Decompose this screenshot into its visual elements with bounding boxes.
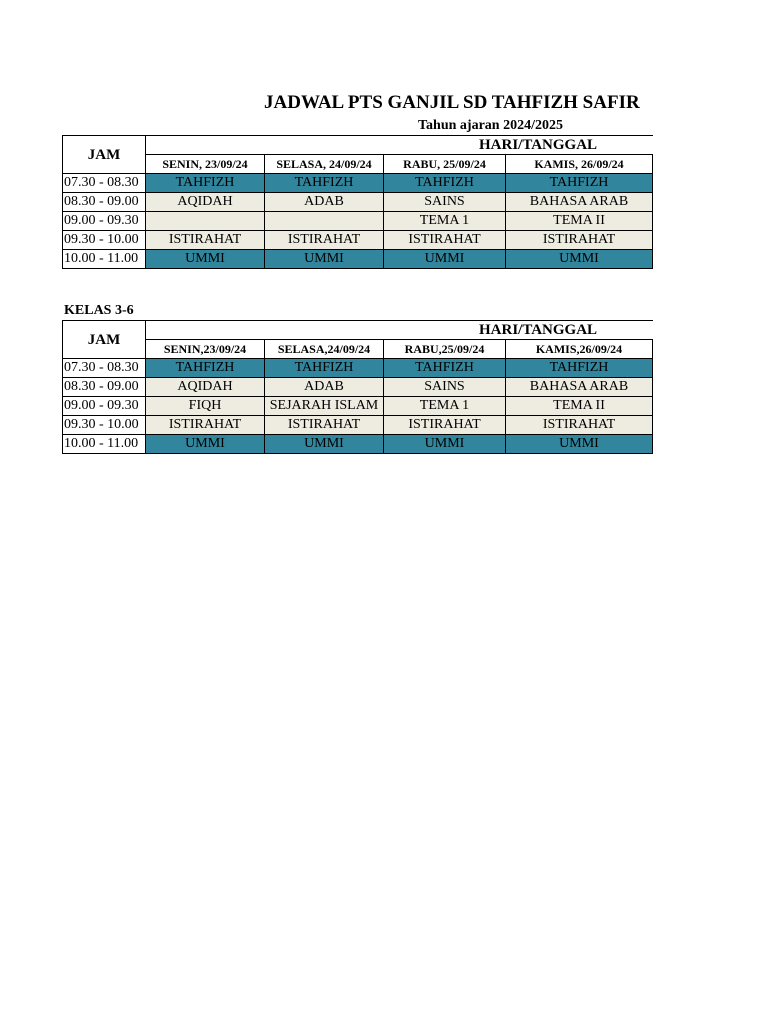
day-header: SELASA, 24/09/24 [265,155,384,174]
table-row [63,378,653,397]
subject-cell [265,212,384,231]
hari-tanggal-header: HARI/TANGGAL [146,321,653,340]
jam-header: JAM [63,321,146,359]
page-subtitle: Tahun ajaran 2024/2025 [418,118,563,133]
table-row [63,231,653,250]
subject-cell: FIQH [146,397,265,416]
subject-cell: TEMA II [506,212,653,231]
jam-header: JAM [63,136,146,174]
day-header: KAMIS, 26/09/24 [506,155,653,174]
subject-cell: ISTIRAHAT [506,416,653,435]
subject-cell: UMMI [146,435,265,454]
subject-cell: ADAB [265,193,384,212]
subject-cell: UMMI [506,250,653,269]
subject-cell: UMMI [384,250,506,269]
hari-tanggal-header: HARI/TANGGAL [146,136,653,155]
time-cell: 10.00 - 11.00 [63,435,146,454]
subject-cell: TEMA 1 [384,212,506,231]
day-header: KAMIS,26/09/24 [506,340,653,359]
time-cell: 09.30 - 10.00 [63,416,146,435]
time-cell: 09.30 - 10.00 [63,231,146,250]
time-cell: 07.30 - 08.30 [63,174,146,193]
time-cell: 08.30 - 09.00 [63,378,146,397]
subject-cell [146,212,265,231]
table-row [63,397,653,416]
subject-cell: TAHFIZH [146,174,265,193]
subject-cell: TAHFIZH [506,174,653,193]
subject-cell: ISTIRAHAT [146,231,265,250]
day-header: SELASA,24/09/24 [265,340,384,359]
time-cell: 07.30 - 08.30 [63,359,146,378]
subject-cell: BAHASA ARAB [506,378,653,397]
table-row [63,359,653,378]
subject-cell: UMMI [146,250,265,269]
time-cell: 08.30 - 09.00 [63,193,146,212]
subject-cell: UMMI [265,435,384,454]
subject-cell: TEMA II [506,397,653,416]
subject-cell: ISTIRAHAT [265,416,384,435]
page-title: JADWAL PTS GANJIL SD TAHFIZH SAFIR [264,92,640,113]
subject-cell: ISTIRAHAT [265,231,384,250]
schedule-table-2 [62,320,653,454]
day-header: SENIN, 23/09/24 [146,155,265,174]
subject-cell: ADAB [265,378,384,397]
subject-cell: SAINS [384,193,506,212]
subject-cell: ISTIRAHAT [506,231,653,250]
subject-cell: UMMI [265,250,384,269]
section-label: KELAS 3-6 [64,303,134,318]
subject-cell: TAHFIZH [265,359,384,378]
day-header: RABU, 25/09/24 [384,155,506,174]
subject-cell: UMMI [384,435,506,454]
subject-cell: UMMI [506,435,653,454]
day-header: SENIN,23/09/24 [146,340,265,359]
table-row [63,416,653,435]
table-row [63,250,653,269]
subject-cell: SAINS [384,378,506,397]
subject-cell: AQIDAH [146,378,265,397]
table-row [63,174,653,193]
subject-cell: AQIDAH [146,193,265,212]
subject-cell: SEJARAH ISLAM [265,397,384,416]
time-cell: 09.00 - 09.30 [63,397,146,416]
subject-cell: TAHFIZH [146,359,265,378]
subject-cell: TAHFIZH [506,359,653,378]
day-header: RABU,25/09/24 [384,340,506,359]
table-row [63,435,653,454]
schedule-table-1 [62,135,653,269]
subject-cell: ISTIRAHAT [384,416,506,435]
table-row [63,193,653,212]
time-cell: 10.00 - 11.00 [63,250,146,269]
subject-cell: ISTIRAHAT [146,416,265,435]
subject-cell: TAHFIZH [384,174,506,193]
subject-cell: TEMA 1 [384,397,506,416]
subject-cell: BAHASA ARAB [506,193,653,212]
subject-cell: ISTIRAHAT [384,231,506,250]
table-row [63,212,653,231]
subject-cell: TAHFIZH [265,174,384,193]
time-cell: 09.00 - 09.30 [63,212,146,231]
subject-cell: TAHFIZH [384,359,506,378]
